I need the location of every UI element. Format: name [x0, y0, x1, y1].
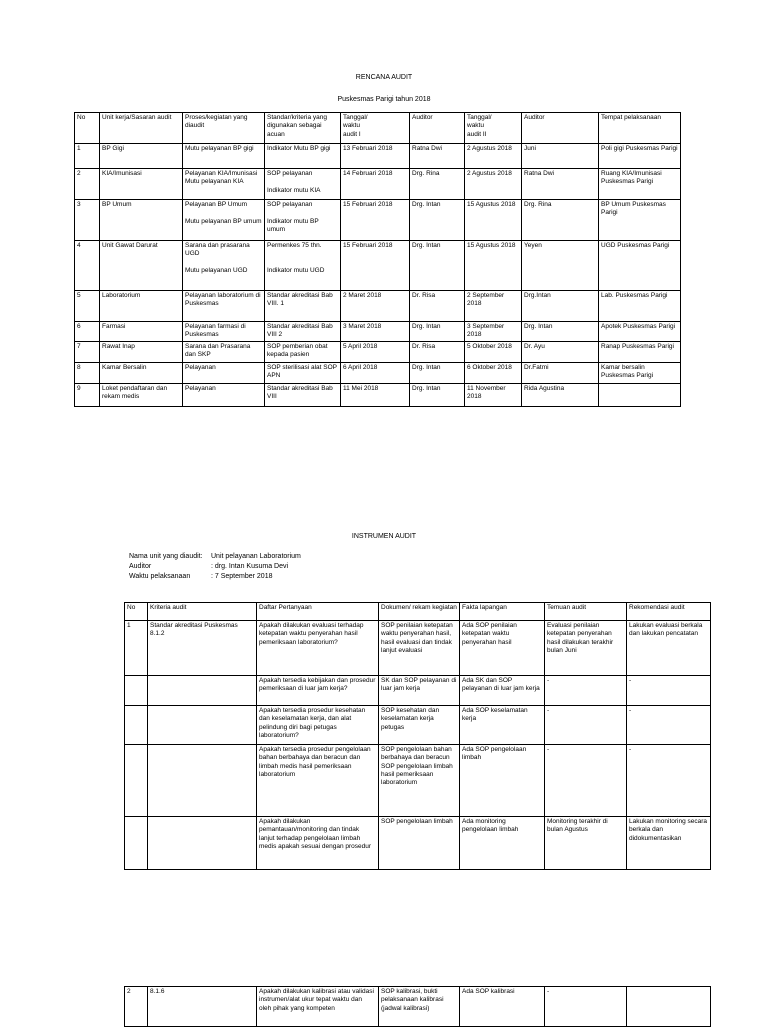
- table-cell: SK dan SOP pelayanan di luar jam kerja: [379, 676, 460, 706]
- table-cell: -: [627, 706, 711, 745]
- table-cell: Indikator Mutu BP gigi: [265, 144, 341, 169]
- table-cell: SOP pengelolaan limbah: [379, 817, 460, 870]
- table-cell: 15 Februari 2018: [341, 241, 410, 291]
- table-cell: 11 Mei 2018: [341, 384, 410, 407]
- table-cell: 2 Agustus 2018: [465, 144, 522, 169]
- table-cell: 2 Agustus 2018: [465, 169, 522, 200]
- table-row: [125, 987, 711, 1027]
- table-cell: Pelayanan: [183, 384, 265, 407]
- table-cell: BP Gigi: [100, 144, 183, 169]
- table-cell: Yeyen: [522, 241, 599, 291]
- table-cell: 7: [75, 342, 100, 363]
- table-cell: UGD Puskesmas Parigi: [599, 241, 681, 291]
- table-cell: SOP pemberian obat kepada pasien: [265, 342, 341, 363]
- table-cell: SOP sterilisasi alat SOP APN: [265, 363, 341, 384]
- table-cell: 11 November 2018: [465, 384, 522, 407]
- table-cell: Apakah dilakukan evaluasi terhadap ketepatan waktu penyerahan hasil pemeriksaan laboratorium?: [257, 621, 379, 676]
- meta-time: [129, 572, 273, 581]
- plan-subtitle: Puskesmas Parigi tahun 2018: [337, 96, 431, 103]
- table-cell: Dr. Risa: [410, 291, 465, 322]
- table-cell: Kamar Bersalin: [100, 363, 183, 384]
- meta-auditor-value: : drg. Intan Kusuma Devi: [211, 563, 289, 570]
- table-row: [75, 200, 681, 241]
- table-cell: [627, 987, 711, 1027]
- table-cell: Pelayanan farmasi di Puskesmas: [183, 322, 265, 342]
- table-cell: Ratna Dwi: [410, 144, 465, 169]
- table-cell: Ada SOP penilaian ketepatan waktu penyerahan hasil: [460, 621, 545, 676]
- table-row: [125, 676, 711, 706]
- table-cell: 9: [75, 384, 100, 407]
- column-header: Temuan audit: [545, 603, 627, 621]
- audit-instrument-table: [124, 602, 711, 870]
- table-row: [75, 342, 681, 363]
- audit-plan-table: [74, 112, 681, 407]
- table-cell: SOP penilaian ketepatan waktu penyerahan hasil, hasil evaluasi dan tindak lanjut evaluasi: [379, 621, 460, 676]
- table-cell: Pelayanan laboratorium di Puskesmas: [183, 291, 265, 322]
- table-cell: 6 April 2018: [341, 363, 410, 384]
- column-header: Standar/kriteria yang digunakan sebagai acuan: [265, 113, 341, 144]
- table-cell: -: [545, 676, 627, 706]
- table-cell: KIA/Imunisasi: [100, 169, 183, 200]
- table-row: [125, 621, 711, 676]
- table-cell: Rawat Inap: [100, 342, 183, 363]
- column-header: Tempat pelaksanaan: [599, 113, 681, 144]
- column-header: Auditor: [522, 113, 599, 144]
- table-row: [75, 169, 681, 200]
- table-cell: Juni: [522, 144, 599, 169]
- table-cell: BP Umum: [100, 200, 183, 241]
- audit-instrument-table-continued: [124, 986, 711, 1027]
- column-header: Auditor: [410, 113, 465, 144]
- table-row: [75, 241, 681, 291]
- table-cell: Dr. Risa: [410, 342, 465, 363]
- meta-unit-label: Nama unit yang diaudit:: [129, 553, 203, 560]
- table-cell: 2: [125, 987, 148, 1027]
- table-cell: Drg. Rina: [522, 200, 599, 241]
- table-cell: Drg. Intan: [410, 322, 465, 342]
- table-cell: 15 Februari 2018: [341, 200, 410, 241]
- meta-auditor: [129, 562, 288, 571]
- table-cell: [125, 676, 148, 706]
- table-row: [75, 384, 681, 407]
- table-cell: Permenkes 75 thn. Indikator mutu UGD: [265, 241, 341, 291]
- table-cell: Apakah tersedia kebijakan dan prosedur pemeriksaan di luar jam kerja?: [257, 676, 379, 706]
- column-header: No: [75, 113, 100, 144]
- table-cell: Ada SOP pengelolaan limbah: [460, 745, 545, 817]
- column-header: Dokumen/ rekam kegiatan: [379, 603, 460, 621]
- table-cell: Ada monitoring pengelolaan limbah: [460, 817, 545, 870]
- table-cell: Lakukan evaluasi berkala dan lakukan pencatatan: [627, 621, 711, 676]
- table-cell: 15 Agustus 2018: [465, 241, 522, 291]
- table-cell: Sarana dan Prasarana dan SKP: [183, 342, 265, 363]
- column-header: Kriteria audit: [148, 603, 257, 621]
- table-cell: Drg. Intan: [410, 241, 465, 291]
- table-cell: Ada SOP keselamatan kerja: [460, 706, 545, 745]
- table-cell: Ruang KIA/Imunisasi Puskesmas Parigi: [599, 169, 681, 200]
- table-cell: 4: [75, 241, 100, 291]
- table-cell: Standar akreditasi Puskesmas 8.1.2: [148, 621, 257, 676]
- table-cell: -: [545, 706, 627, 745]
- column-header: Daftar Pertanyaan: [257, 603, 379, 621]
- meta-unit-value: Unit pelayanan Laboratorium: [211, 553, 301, 560]
- table-cell: Apakah tersedia prosedur pengelolaan bahan berbahaya dan beracun dan limbah medis hasil pemeriksaan laboratorium: [257, 745, 379, 817]
- table-cell: SOP pelayanan Indikator mutu KIA: [265, 169, 341, 200]
- table-row: [75, 291, 681, 322]
- table-cell: Pelayanan: [183, 363, 265, 384]
- table-cell: BP Umum Puskesmas Parigi: [599, 200, 681, 241]
- column-header: Rekomendasi audit: [627, 603, 711, 621]
- table-cell: Loket pendaftaran dan rekam medis: [100, 384, 183, 407]
- table-cell: 14 Februari 2018: [341, 169, 410, 200]
- table-cell: Rida Agustina: [522, 384, 599, 407]
- table-row: [75, 322, 681, 342]
- table-cell: [125, 745, 148, 817]
- table-row: [125, 706, 711, 745]
- table-cell: 2 Maret 2018: [341, 291, 410, 322]
- table-cell: Lakukan monitoring secara berkala dan didokumentasikan: [627, 817, 711, 870]
- table-cell: [125, 817, 148, 870]
- table-cell: Standar akreditasi Bab VIII: [265, 384, 341, 407]
- column-header: Tanggal/ waktu audit I: [341, 113, 410, 144]
- table-cell: Lab. Puskesmas Parigi: [599, 291, 681, 322]
- plan-title: RENCANA AUDIT: [355, 74, 413, 81]
- table-row: [125, 745, 711, 817]
- table-cell: [148, 745, 257, 817]
- table-cell: Apotek Puskesmas Parigi: [599, 322, 681, 342]
- table-cell: Drg. Intan: [410, 363, 465, 384]
- column-header: Tanggal/ waktu audit II: [465, 113, 522, 144]
- meta-time-value: : 7 September 2018: [211, 573, 273, 580]
- table-row: [125, 817, 711, 870]
- meta-time-label: Waktu pelaksanaan: [129, 573, 191, 580]
- table-cell: 2: [75, 169, 100, 200]
- header-row: [75, 113, 681, 144]
- table-cell: Sarana dan prasarana UGD Mutu pelayanan UGD: [183, 241, 265, 291]
- table-cell: Drg. Rina: [410, 169, 465, 200]
- table-cell: -: [627, 745, 711, 817]
- table-cell: 3: [75, 200, 100, 241]
- table-cell: Drg. Intan: [522, 322, 599, 342]
- meta-unit: [129, 552, 301, 561]
- table-cell: -: [545, 745, 627, 817]
- table-cell: Apakah dilakukan kalibrasi atau validasi instrumen/alat ukur tepat waktu dan oleh pihak yang kompeten: [257, 987, 379, 1027]
- table-cell: Mutu pelayanan BP gigi: [183, 144, 265, 169]
- table-cell: 6 Oktober 2018: [465, 363, 522, 384]
- table-cell: Laboratorium: [100, 291, 183, 322]
- column-header: Proses/kegiatan yang diaudit: [183, 113, 265, 144]
- table-cell: 5 April 2018: [341, 342, 410, 363]
- table-cell: Pelayanan KIA/Imunisasi Mutu pelayanan KIA: [183, 169, 265, 200]
- table-cell: Ada SOP kalibrasi: [460, 987, 545, 1027]
- table-cell: Monitoring terakhir di bulan Agustus: [545, 817, 627, 870]
- table-cell: Apakah tersedia prosedur kesehatan dan keselamatan kerja, dan alat pelindung diri bagi petugas laboratorium?: [257, 706, 379, 745]
- table-cell: Ratna Dwi: [522, 169, 599, 200]
- table-cell: SOP pengelolaan bahan berbahaya dan beracun SOP pengelolaan limbah hasil pemeriksaan laboratorium: [379, 745, 460, 817]
- table-cell: Farmasi: [100, 322, 183, 342]
- table-cell: 8: [75, 363, 100, 384]
- table-cell: 3 September 2018: [465, 322, 522, 342]
- table-cell: Standar akreditasi Bab VIII 2: [265, 322, 341, 342]
- table-cell: 3 Maret 2018: [341, 322, 410, 342]
- table-cell: 1: [75, 144, 100, 169]
- table-cell: Kamar bersalin Puskesmas Parigi: [599, 363, 681, 384]
- column-header: Fakta lapangan: [460, 603, 545, 621]
- table-cell: Ranap Puskesmas Parigi: [599, 342, 681, 363]
- table-cell: 6: [75, 322, 100, 342]
- table-cell: SOP pelayanan Indikator mutu BP umum: [265, 200, 341, 241]
- table-cell: Unit Gawat Darurat: [100, 241, 183, 291]
- table-cell: Ada SK dan SOP pelayanan di luar jam kerja: [460, 676, 545, 706]
- table-cell: Dr.Fatmi: [522, 363, 599, 384]
- column-header: No: [125, 603, 148, 621]
- table-cell: Drg. Intan: [410, 384, 465, 407]
- table-cell: 5: [75, 291, 100, 322]
- table-cell: [125, 706, 148, 745]
- table-cell: SOP kalibrasi, bukti pelaksanaan kalibrasi (jadwal kalibrasi): [379, 987, 460, 1027]
- table-cell: -: [627, 676, 711, 706]
- table-cell: Apakah dilakukan pemantauan/monitoring dan tindak lanjut terhadap pengelolaan limbah medis apakah sesuai dengan prosedur: [257, 817, 379, 870]
- column-header: Unit kerja/Sasaran audit: [100, 113, 183, 144]
- table-cell: 8.1.6: [148, 987, 257, 1027]
- table-cell: [599, 384, 681, 407]
- table-cell: [148, 676, 257, 706]
- table-cell: Dr. Ayu: [522, 342, 599, 363]
- instrument-title: INSTRUMEN AUDIT: [351, 533, 417, 540]
- table-row: [75, 363, 681, 384]
- table-cell: Drg. Intan: [410, 200, 465, 241]
- table-cell: [148, 706, 257, 745]
- table-row: [75, 144, 681, 169]
- table-cell: -: [545, 987, 627, 1027]
- table-cell: Pelayanan BP Umum Mutu pelayanan BP umum: [183, 200, 265, 241]
- meta-auditor-label: Auditor: [129, 563, 152, 570]
- table-cell: [148, 817, 257, 870]
- table-cell: 15 Agustus 2018: [465, 200, 522, 241]
- table-cell: 1: [125, 621, 148, 676]
- table-cell: Standar akreditasi Bab VIII. 1: [265, 291, 341, 322]
- table-cell: 2 September 2018: [465, 291, 522, 322]
- table-cell: Poli gigi Puskesmas Parigi: [599, 144, 681, 169]
- header-row: [125, 603, 711, 621]
- table-cell: 5 Oktober 2018: [465, 342, 522, 363]
- table-cell: SOP kesehatan dan keselamatan kerja petugas: [379, 706, 460, 745]
- table-cell: Evaluasi penilaian ketepatan penyerahan hasil dilakukan terakhir bulan Juni: [545, 621, 627, 676]
- table-cell: Drg.Intan: [522, 291, 599, 322]
- table-cell: 13 Februari 2018: [341, 144, 410, 169]
